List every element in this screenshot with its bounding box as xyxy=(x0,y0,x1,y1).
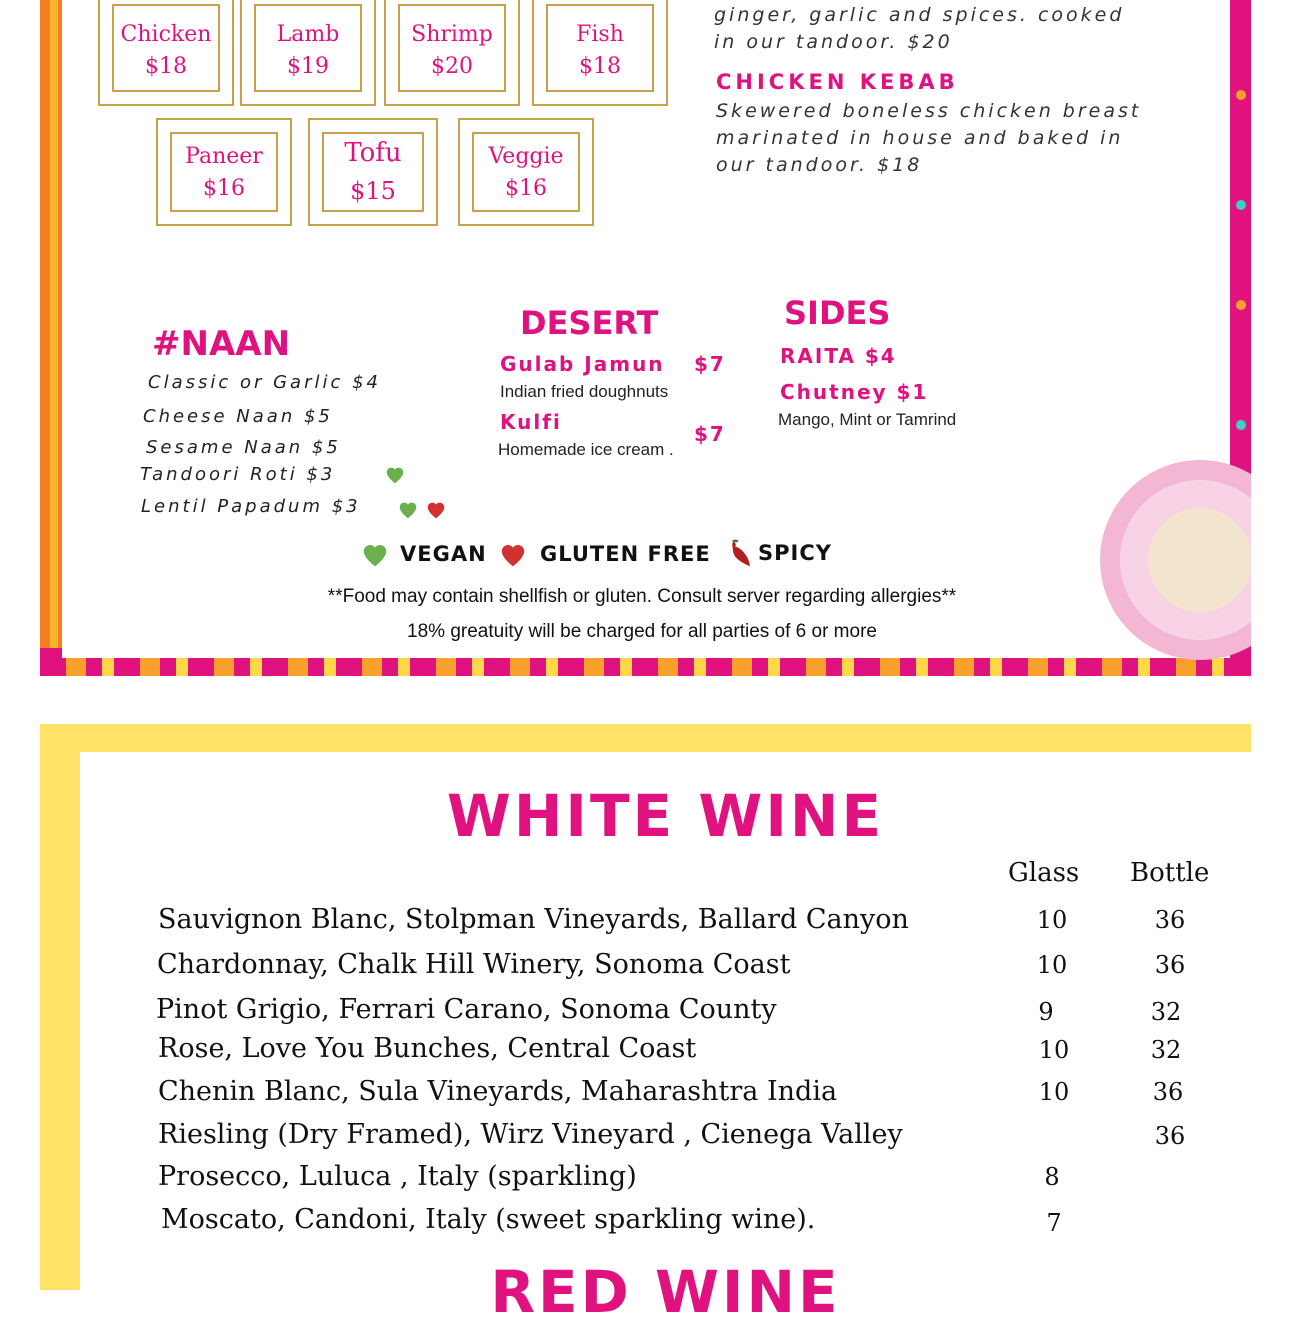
legend-spicy-label: SPICY xyxy=(758,541,832,565)
raita-item: RAITA $4 xyxy=(780,344,897,368)
tandoor-desc-line2: in our tandoor. $20 xyxy=(714,31,953,53)
gluten-free-heart-icon xyxy=(425,499,447,521)
wine-row-name: Chenin Blanc, Sula Vineyards, Maharashtra India xyxy=(158,1076,838,1107)
wine-row-name: Prosecco, Luluca , Italy (sparkling) xyxy=(158,1161,637,1192)
wine-glass-price: 10 xyxy=(1036,906,1068,934)
vegan-heart-icon xyxy=(397,499,419,521)
chutney-item: Chutney $1 xyxy=(780,380,929,404)
white-wine-title: WHITE WINE xyxy=(446,782,885,850)
wine-bottle-price: 32 xyxy=(1150,1036,1182,1064)
wine-row-name: Pinot Grigio, Ferrari Carano, Sonoma County xyxy=(156,994,777,1025)
wine-glass-price: 8 xyxy=(1044,1163,1060,1191)
gratuity-note: 18% greatuity will be charged for all parties of 6 or more xyxy=(407,621,877,642)
wine-glass-price: 10 xyxy=(1038,1036,1070,1064)
protein-name: Lamb xyxy=(276,22,340,47)
protein-price: $19 xyxy=(287,54,329,79)
protein-box-chicken xyxy=(98,0,234,106)
protein-name: Fish xyxy=(576,22,624,47)
bottle-column-header: Bottle xyxy=(1130,858,1210,888)
gluten-free-heart-icon xyxy=(498,540,528,570)
wine-glass-price: 10 xyxy=(1038,1078,1070,1106)
kebab-desc-line1: Skewered boneless chicken breast xyxy=(716,100,1142,122)
sides-heading: SIDES xyxy=(784,294,891,332)
vegan-heart-icon xyxy=(360,540,390,570)
wine-row-name: Rose, Love You Bunches, Central Coast xyxy=(158,1033,697,1064)
naan-item: Sesame Naan $5 xyxy=(146,437,341,458)
vegan-heart-icon xyxy=(384,464,406,486)
protein-price: $16 xyxy=(505,176,547,201)
wine-menu-panel xyxy=(40,724,1251,1326)
gulab-jamun-desc: Indian fried doughnuts xyxy=(500,382,669,401)
kebab-desc-line3: our tandoor. $18 xyxy=(716,154,923,176)
food-menu-panel xyxy=(40,0,1251,676)
protein-box-veggie xyxy=(458,118,594,226)
naan-item: Tandoori Roti $3 xyxy=(140,464,336,485)
kulfi-desc: Homemade ice cream . xyxy=(498,440,674,459)
wine-row-name: Sauvignon Blanc, Stolpman Vineyards, Ballard Canyon xyxy=(158,904,909,935)
naan-item: Lentil Papadum $3 xyxy=(141,496,361,517)
gulab-jamun-price: $7 xyxy=(694,352,726,376)
dessert-heading: DESERT xyxy=(520,304,659,342)
protein-price: $16 xyxy=(203,176,245,201)
wine-bottle-price: 36 xyxy=(1154,1122,1186,1150)
chutney-desc: Mango, Mint or Tamrind xyxy=(778,410,957,429)
gulab-jamun-name: Gulab Jamun xyxy=(500,352,665,376)
naan-item: Classic or Garlic $4 xyxy=(148,372,382,393)
wine-row-name: Moscato, Candoni, Italy (sweet sparkling wine). xyxy=(161,1204,816,1235)
wine-bottle-price: 32 xyxy=(1150,998,1182,1026)
protein-box-shrimp xyxy=(384,0,520,106)
allergy-note: **Food may contain shellfish or gluten. Consult server regarding allergies** xyxy=(327,586,957,607)
protein-name: Paneer xyxy=(185,144,263,169)
protein-box-paneer xyxy=(156,118,292,226)
wine-bottle-price: 36 xyxy=(1154,951,1186,979)
wine-glass-price: 10 xyxy=(1036,951,1068,979)
wine-glass-price: 7 xyxy=(1046,1209,1062,1237)
protein-box-fish xyxy=(532,0,668,106)
wine-row-name: Chardonnay, Chalk Hill Winery, Sonoma Coast xyxy=(157,949,791,980)
legend-gluten-free-label: GLUTEN FREE xyxy=(540,542,711,566)
protein-box-tofu xyxy=(308,118,438,226)
protein-price: $18 xyxy=(579,54,621,79)
wine-bottle-price: 36 xyxy=(1154,906,1186,934)
protein-box-lamb xyxy=(240,0,376,106)
chili-pepper-icon xyxy=(724,538,754,570)
legend-vegan-label: VEGAN xyxy=(400,542,487,566)
chicken-kebab-title: CHICKEN KEBAB xyxy=(716,70,959,94)
wine-glass-price: 9 xyxy=(1038,998,1054,1026)
glass-column-header: Glass xyxy=(1008,858,1080,888)
food-menu-card xyxy=(62,0,1230,658)
wine-menu-card xyxy=(80,752,1251,1326)
protein-price: $20 xyxy=(431,54,473,79)
naan-heading: #NAAN xyxy=(152,324,291,364)
protein-name: Chicken xyxy=(120,22,212,47)
kulfi-name: Kulfi xyxy=(500,410,562,434)
protein-price: $18 xyxy=(145,54,187,79)
tandoor-desc-line1: ginger, garlic and spices. cooked xyxy=(714,4,1125,26)
wine-bottle-price: 36 xyxy=(1152,1078,1184,1106)
protein-name: Tofu xyxy=(344,138,402,168)
protein-name: Veggie xyxy=(488,144,564,169)
kulfi-price: $7 xyxy=(694,422,726,446)
red-wine-title: RED WINE xyxy=(490,1258,841,1326)
wine-row-name: Riesling (Dry Framed), Wirz Vineyard , Cienega Valley xyxy=(158,1119,903,1150)
protein-price: $15 xyxy=(350,177,396,205)
naan-item: Cheese Naan $5 xyxy=(143,406,333,427)
kebab-desc-line2: marinated in house and baked in xyxy=(716,127,1124,149)
left-border-stripe-inner xyxy=(50,0,58,676)
protein-name: Shrimp xyxy=(411,22,493,47)
